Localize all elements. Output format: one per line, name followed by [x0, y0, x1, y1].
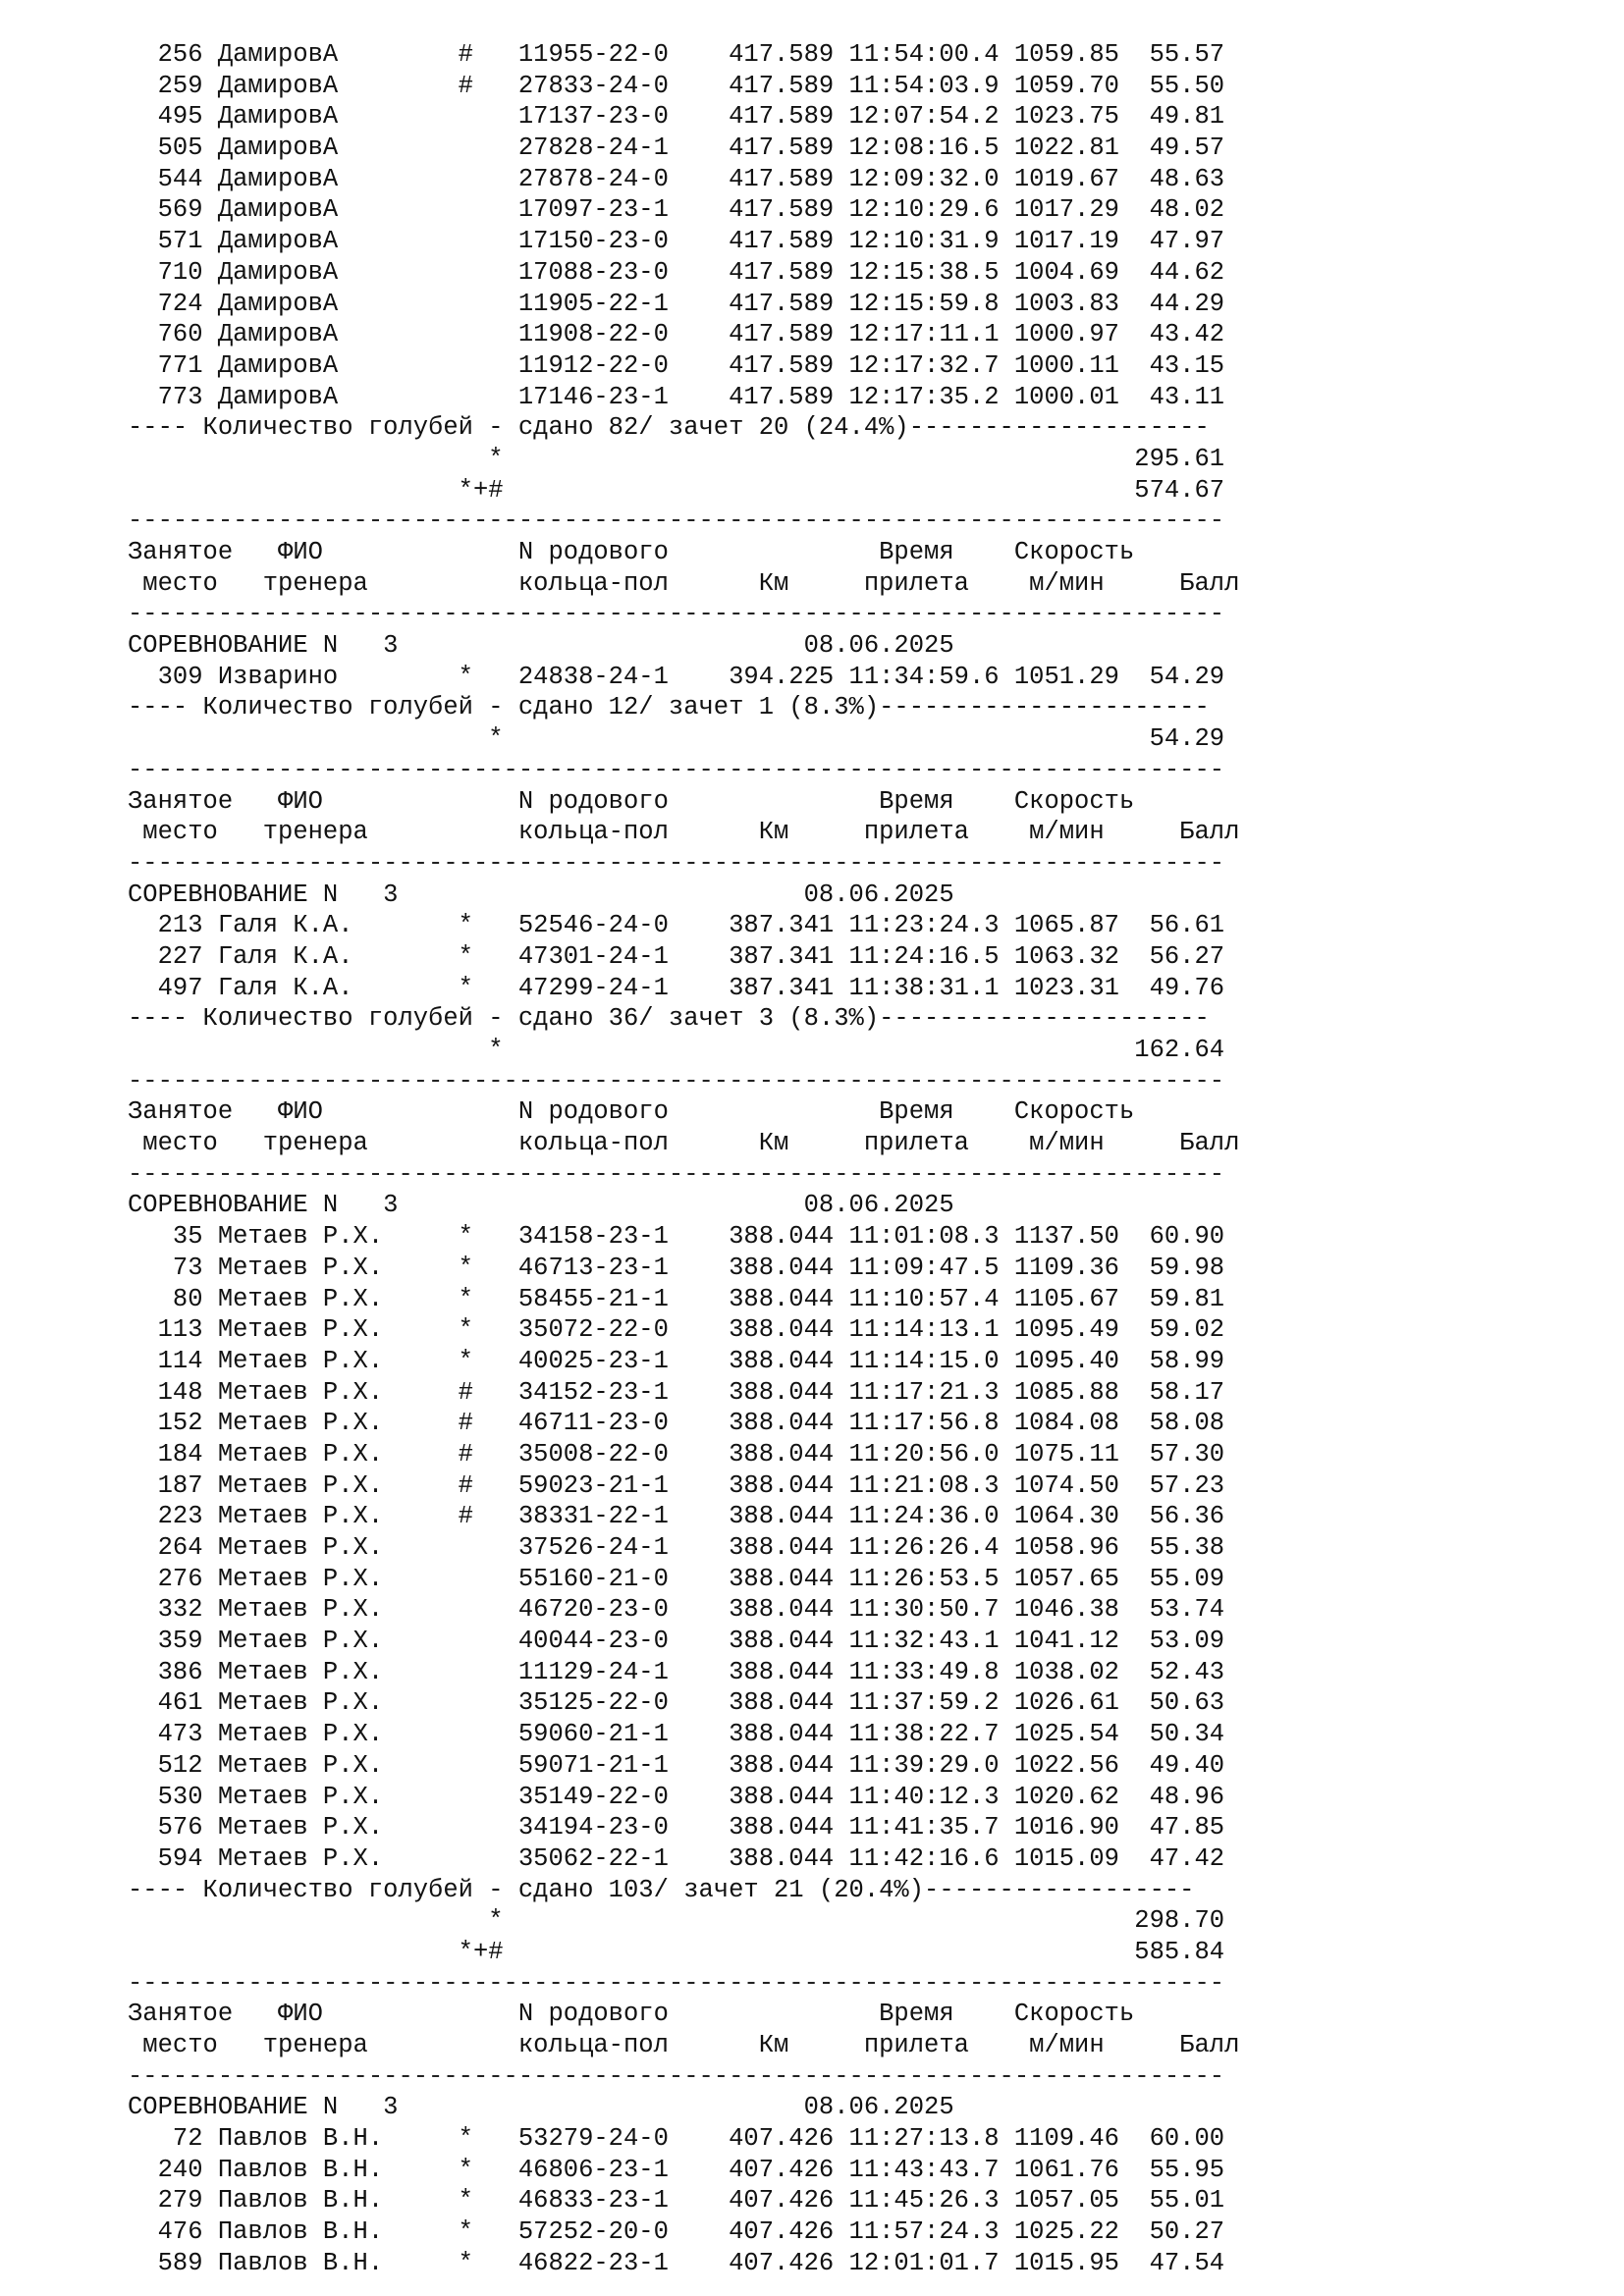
total-line: * 162.64 [128, 1036, 1225, 1064]
summary-line: ---- Количество голубей - сдано 36/ зачет 3 (8.3%)---------------------- [128, 1004, 1210, 1034]
total-line: *+# 585.84 [128, 1937, 1225, 1966]
column-header-line: место тренера кольца-пол Км прилета м/мин Балл [128, 2031, 1240, 2059]
result-row: 505 ДамировА 27828-24-1 417.589 12:08:16.5 1022.81 49.57 [128, 133, 1225, 163]
result-row: 264 Метаев Р.Х. 37526-24-1 388.044 11:26:26.4 1058.96 55.38 [128, 1533, 1225, 1562]
result-row: 495 ДамировА 17137-23-0 417.589 12:07:54.2 1023.75 49.81 [128, 102, 1225, 132]
competition-title-line: СОРЕВНОВАНИЕ N 3 08.06.2025 [128, 631, 954, 661]
column-header-line: Занятое ФИО N родового Время Скорость [128, 786, 1135, 816]
result-row: 386 Метаев Р.Х. 11129-24-1 388.044 11:33:49.8 1038.02 52.43 [128, 1657, 1225, 1686]
result-row: 589 Павлов В.Н. * 46822-23-1 407.426 12:01:01.7 1015.95 47.54 [128, 2248, 1225, 2277]
result-row: 594 Метаев Р.Х. 35062-22-1 388.044 11:42:16.6 1015.09 47.42 [128, 1843, 1225, 1873]
result-row: 72 Павлов В.Н. * 53279-24-0 407.426 11:27:13.8 1109.46 60.00 [128, 2124, 1225, 2154]
results-printout [128, 39, 1239, 2279]
result-row: 240 Павлов В.Н. * 46806-23-1 407.426 11:43:43.7 1061.76 55.95 [128, 2155, 1225, 2184]
column-header-line: место тренера кольца-пол Км прилета м/мин Балл [128, 818, 1240, 847]
result-row: 256 ДамировА # 11955-22-0 417.589 11:54:00.4 1059.85 55.57 [128, 40, 1225, 69]
result-row: 152 Метаев Р.Х. # 46711-23-0 388.044 11:17:56.8 1084.08 58.08 [128, 1409, 1225, 1438]
result-row: 359 Метаев Р.Х. 40044-23-0 388.044 11:32:43.1 1041.12 53.09 [128, 1627, 1225, 1656]
total-line: * 295.61 [128, 444, 1225, 473]
result-row: 461 Метаев Р.Х. 35125-22-0 388.044 11:37:59.2 1026.61 50.63 [128, 1688, 1225, 1718]
result-row: 276 Метаев Р.Х. 55160-21-0 388.044 11:26:53.5 1057.65 55.09 [128, 1564, 1225, 1593]
result-row: 332 Метаев Р.Х. 46720-23-0 388.044 11:30:50.7 1046.38 53.74 [128, 1595, 1225, 1625]
result-row: 473 Метаев Р.Х. 59060-21-1 388.044 11:38:22.7 1025.54 50.34 [128, 1720, 1225, 1749]
result-row: 113 Метаев Р.Х. * 35072-22-0 388.044 11:14:13.1 1095.49 59.02 [128, 1315, 1225, 1345]
result-row: 80 Метаев Р.Х. * 58455-21-1 388.044 11:10:57.4 1105.67 59.81 [128, 1284, 1225, 1313]
result-row: 35 Метаев Р.Х. * 34158-23-1 388.044 11:01:08.3 1137.50 60.90 [128, 1222, 1225, 1252]
result-row: 760 ДамировА 11908-22-0 417.589 12:17:11.1 1000.97 43.42 [128, 320, 1225, 349]
result-row: 184 Метаев Р.Х. # 35008-22-0 388.044 11:20:56.0 1075.11 57.30 [128, 1439, 1225, 1468]
result-row: 227 Галя К.А. * 47301-24-1 387.341 11:24:16.5 1063.32 56.27 [128, 941, 1225, 971]
result-row: 187 Метаев Р.Х. # 59023-21-1 388.044 11:21:08.3 1074.50 57.23 [128, 1470, 1225, 1500]
total-line: * 54.29 [128, 724, 1225, 754]
result-row: 114 Метаев Р.Х. * 40025-23-1 388.044 11:14:15.0 1095.40 58.99 [128, 1346, 1225, 1375]
result-row: 576 Метаев Р.Х. 34194-23-0 388.044 11:41:35.7 1016.90 47.85 [128, 1813, 1225, 1842]
result-row: 259 ДамировА # 27833-24-0 417.589 11:54:03.9 1059.70 55.50 [128, 71, 1225, 100]
summary-line: ---- Количество голубей - сдано 103/ зачет 21 (20.4%)------------------ [128, 1875, 1195, 1904]
result-row: 73 Метаев Р.Х. * 46713-23-1 388.044 11:09:47.5 1109.36 59.98 [128, 1253, 1225, 1282]
summary-line: ---- Количество голубей - сдано 12/ зачет 1 (8.3%)---------------------- [128, 693, 1210, 722]
competition-title-line: СОРЕВНОВАНИЕ N 3 08.06.2025 [128, 1191, 954, 1220]
total-line: * 298.70 [128, 1906, 1225, 1936]
separator-line: ------------------------------------------------------------------------- [128, 848, 1225, 878]
separator-line: ------------------------------------------------------------------------- [128, 755, 1225, 784]
result-row: 773 ДамировА 17146-23-1 417.589 12:17:35.2 1000.01 43.11 [128, 382, 1225, 411]
result-row: 771 ДамировА 11912-22-0 417.589 12:17:32.7 1000.11 43.15 [128, 350, 1225, 380]
column-header-line: место тренера кольца-пол Км прилета м/мин Балл [128, 568, 1240, 598]
result-row: 569 ДамировА 17097-23-1 417.589 12:10:29.6 1017.29 48.02 [128, 195, 1225, 225]
result-row: 213 Галя К.А. * 52546-24-0 387.341 11:23:24.3 1065.87 56.61 [128, 911, 1225, 940]
result-row: 223 Метаев Р.Х. # 38331-22-1 388.044 11:24:36.0 1064.30 56.36 [128, 1502, 1225, 1531]
column-header-line: место тренера кольца-пол Км прилета м/мин Балл [128, 1129, 1240, 1158]
result-row: 309 Изварино * 24838-24-1 394.225 11:34:59.6 1051.29 54.29 [128, 662, 1225, 691]
result-row: 148 Метаев Р.Х. # 34152-23-1 388.044 11:17:21.3 1085.88 58.17 [128, 1377, 1225, 1407]
separator-line: ------------------------------------------------------------------------- [128, 1968, 1225, 1998]
summary-line: ---- Количество голубей - сдано 82/ зачет 20 (24.4%)-------------------- [128, 413, 1210, 443]
result-row: 530 Метаев Р.Х. 35149-22-0 388.044 11:40:12.3 1020.62 48.96 [128, 1782, 1225, 1811]
column-header-line: Занятое ФИО N родового Время Скорость [128, 1097, 1135, 1127]
separator-line: ------------------------------------------------------------------------- [128, 1159, 1225, 1189]
result-row: 710 ДамировА 17088-23-0 417.589 12:15:38.5 1004.69 44.62 [128, 257, 1225, 287]
result-row: 476 Павлов В.Н. * 57252-20-0 407.426 11:57:24.3 1025.22 50.27 [128, 2217, 1225, 2247]
competition-title-line: СОРЕВНОВАНИЕ N 3 08.06.2025 [128, 880, 954, 909]
separator-line: ------------------------------------------------------------------------- [128, 2061, 1225, 2091]
total-line: *+# 574.67 [128, 475, 1225, 505]
result-row: 279 Павлов В.Н. * 46833-23-1 407.426 11:45:26.3 1057.05 55.01 [128, 2186, 1225, 2216]
result-row: 497 Галя К.А. * 47299-24-1 387.341 11:38:31.1 1023.31 49.76 [128, 973, 1225, 1002]
competition-title-line: СОРЕВНОВАНИЕ N 3 08.06.2025 [128, 2093, 954, 2122]
result-row: 544 ДамировА 27878-24-0 417.589 12:09:32.0 1019.67 48.63 [128, 164, 1225, 193]
separator-line: ------------------------------------------------------------------------- [128, 1066, 1225, 1095]
result-row: 512 Метаев Р.Х. 59071-21-1 388.044 11:39:29.0 1022.56 49.40 [128, 1750, 1225, 1780]
result-row: 724 ДамировА 11905-22-1 417.589 12:15:59.8 1003.83 44.29 [128, 289, 1225, 318]
column-header-line: Занятое ФИО N родового Время Скорость [128, 2000, 1135, 2029]
result-row: 571 ДамировА 17150-23-0 417.589 12:10:31.9 1017.19 47.97 [128, 227, 1225, 256]
separator-line: ------------------------------------------------------------------------- [128, 507, 1225, 536]
separator-line: ------------------------------------------------------------------------- [128, 600, 1225, 629]
column-header-line: Занятое ФИО N родового Время Скорость [128, 538, 1135, 566]
